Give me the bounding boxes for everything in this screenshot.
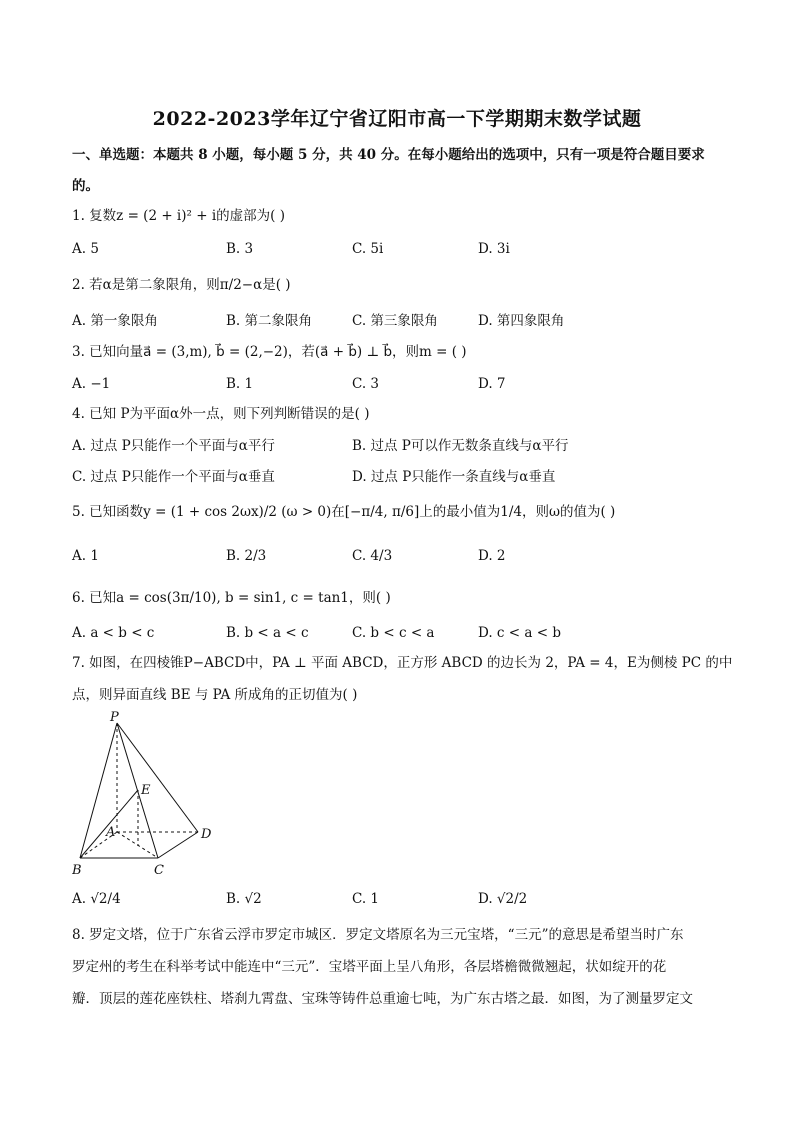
q2-option-d: D. 第四象限角 [478,313,565,329]
q2-option-a: A. 第一象限角 [72,313,158,329]
page-title: 2022-2023学年辽宁省辽阳市高一下学期期末数学试题 [152,108,642,130]
q7-option-d: D. √2/2 [478,891,528,907]
q5-option-a: A. 1 [72,548,99,564]
question-8-stem-cont-1: 罗定州的考生在科举考试中能连中“三元”．宝塔平面上呈八角形，各层塔檐微微翘起，状如绽开的花 [72,959,667,975]
q5-option-b: B. 2/3 [226,548,267,564]
question-3-stem: 3. 已知向量a⃗ = (3,m), b⃗ = (2,−2)，若(a⃗ + b⃗) ⊥ b⃗，则m = ( ) [72,344,467,360]
q2-option-c: C. 第三象限角 [352,313,438,329]
question-8-stem-cont-2: 瓣．顶层的莲花座铁柱、塔刹九霄盘、宝珠等铸件总重逾七吨，为广东古塔之最．如图，为了测量罗定文 [72,991,693,1007]
label-d: D [201,827,212,842]
q6-option-d: D. c < a < b [478,625,561,641]
label-p: P [110,710,119,725]
label-a: A [106,825,116,840]
q7-option-b: B. √2 [226,891,262,907]
question-8-stem: 8. 罗定文塔，位于广东省云浮市罗定市城区．罗定文塔原名为三元宝塔，“三元”的意思是希望当时广东 [72,927,684,943]
q4-option-c: C. 过点 P只能作一个平面与α垂直 [72,469,275,485]
q4-option-b: B. 过点 P可以作无数条直线与α平行 [352,438,569,454]
label-e: E [141,783,151,798]
q4-option-d: D. 过点 P只能作一条直线与α垂直 [352,469,556,485]
question-5-stem: 5. 已知函数y = (1 + cos 2ωx)/2 (ω > 0)在[−π/4, π/6]上的最小值为1/4，则ω的值为( ) [72,504,616,520]
q1-option-c: C. 5i [352,241,384,257]
q3-option-d: D. 7 [478,376,506,392]
q6-option-c: C. b < c < a [352,625,435,641]
question-2-stem: 2. 若α是第二象限角，则π/2−α是( ) [72,277,291,293]
edge-pd [117,723,198,832]
pyramid-figure [72,708,222,880]
question-7-stem: 7. 如图，在四棱锥P−ABCD中，PA ⊥ 平面 ABCD，正方形 ABCD 的边长为 2，PA = 4，E为侧棱 PC 的中 [72,655,733,671]
segment-be [80,790,138,858]
q2-option-b: B. 第二象限角 [226,313,313,329]
q6-option-a: A. a < b < c [72,625,155,641]
section-header: 一、单选题：本题共 8 小题，每小题 5 分，共 40 分。在每小题给出的选项中，只有一项是符合题目要求 [72,147,705,163]
question-4-stem: 4. 已知 P为平面α外一点，则下列判断错误的是( ) [72,406,370,422]
question-7-stem-cont: 点，则异面直线 BE 与 PA 所成角的正切值为( ) [72,687,358,703]
q1-option-b: B. 3 [226,241,254,257]
q7-option-c: C. 1 [352,891,380,907]
q5-option-d: D. 2 [478,548,506,564]
edge-cd [158,832,198,858]
label-c: C [154,863,164,878]
question-6-stem: 6. 已知a = cos(3π/10), b = sin1, c = tan1，则( ) [72,590,391,606]
q7-option-a: A. √2/4 [72,891,121,907]
q4-option-a: A. 过点 P只能作一个平面与α平行 [72,438,275,454]
question-1-stem: 1. 复数z = (2 + i)² + i的虚部为( ) [72,208,285,224]
q1-option-a: A. 5 [72,241,99,257]
section-header-cont: 的。 [72,178,99,194]
q3-option-c: C. 3 [352,376,380,392]
q6-option-b: B. b < a < c [226,625,309,641]
q5-option-c: C. 4/3 [352,548,393,564]
label-b: B [72,863,82,878]
q1-option-d: D. 3i [478,241,510,257]
q3-option-a: A. −1 [72,376,111,392]
q3-option-b: B. 1 [226,376,254,392]
